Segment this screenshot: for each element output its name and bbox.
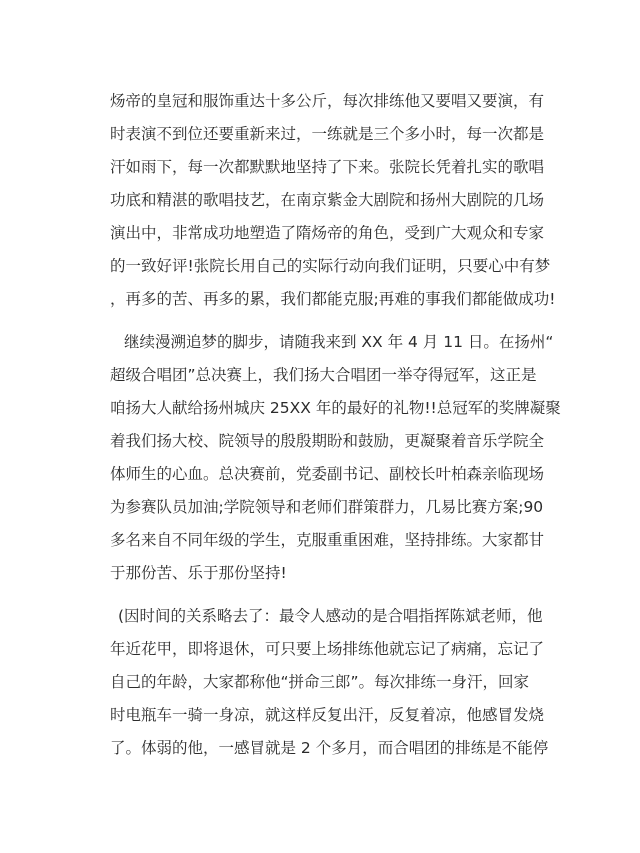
text-line: 时表演不到位还要重新来过，一练就是三个多小时，每一次都是: [110, 125, 545, 143]
text-line: 功底和精湛的歌唱技艺，在南京紫金大剧院和扬州大剧院的几场: [110, 191, 545, 209]
text-line: (因时间的关系略去了：最令人感动的是合唱指挥陈斌老师，他: [118, 607, 543, 625]
text-line: 多名来自不同年级的学生，克服重重困难，坚持排练。大家都甘: [110, 531, 545, 549]
text-line: 于那份苦、乐于那份坚持!: [110, 564, 287, 582]
text-line: 汗如雨下，每一次都默默地坚持了下来。张院长凭着扎实的歌唱: [110, 158, 545, 176]
text-line: ，再多的苦、再多的累，我们都能克服;再难的事我们都能做成功!: [110, 290, 556, 308]
text-line: 继续漫溯追梦的脚步，请随我来到 XX 年 4 月 11 日。在扬州“: [124, 333, 554, 351]
text-line: 自己的年龄，大家都称他“拼命三郎”。每次排练一身汗，回家: [110, 673, 530, 691]
text-line: 时电瓶车一骑一身凉，就这样反复出汗，反复着凉，他感冒发烧: [110, 706, 545, 724]
text-line: 了。体弱的他，一感冒就是 2 个多月，而合唱团的排练是不能停: [110, 739, 549, 757]
text-line: 的一致好评!张院长用自己的实际行动向我们证明，只要心中有梦: [110, 257, 551, 275]
text-line: 演出中，非常成功地塑造了隋炀帝的角色，受到广大观众和专家: [110, 224, 545, 242]
text-line: 超级合唱团”总决赛上，我们扬大合唱团一举夺得冠军，这正是: [110, 366, 537, 384]
text-line: 咱扬大人献给扬州城庆 25XX 年的最好的礼物!!总冠军的奖牌凝聚: [110, 399, 561, 417]
text-line: 年近花甲，即将退休，可只要上场排练他就忘记了病痛，忘记了: [110, 640, 545, 658]
text-line: 着我们扬大校、院领导的殷殷期盼和鼓励，更凝聚着音乐学院全: [110, 432, 545, 450]
text-line: 体师生的心血。总决赛前，党委副书记、副校长叶柏森亲临现场: [110, 465, 545, 483]
text-line: 炀帝的皇冠和服饰重达十多公斤，每次排练他又要唱又要演，有: [110, 92, 545, 110]
text-line: 为参赛队员加油;学院领导和老师们群策群力，几易比赛方案;90: [110, 498, 544, 516]
